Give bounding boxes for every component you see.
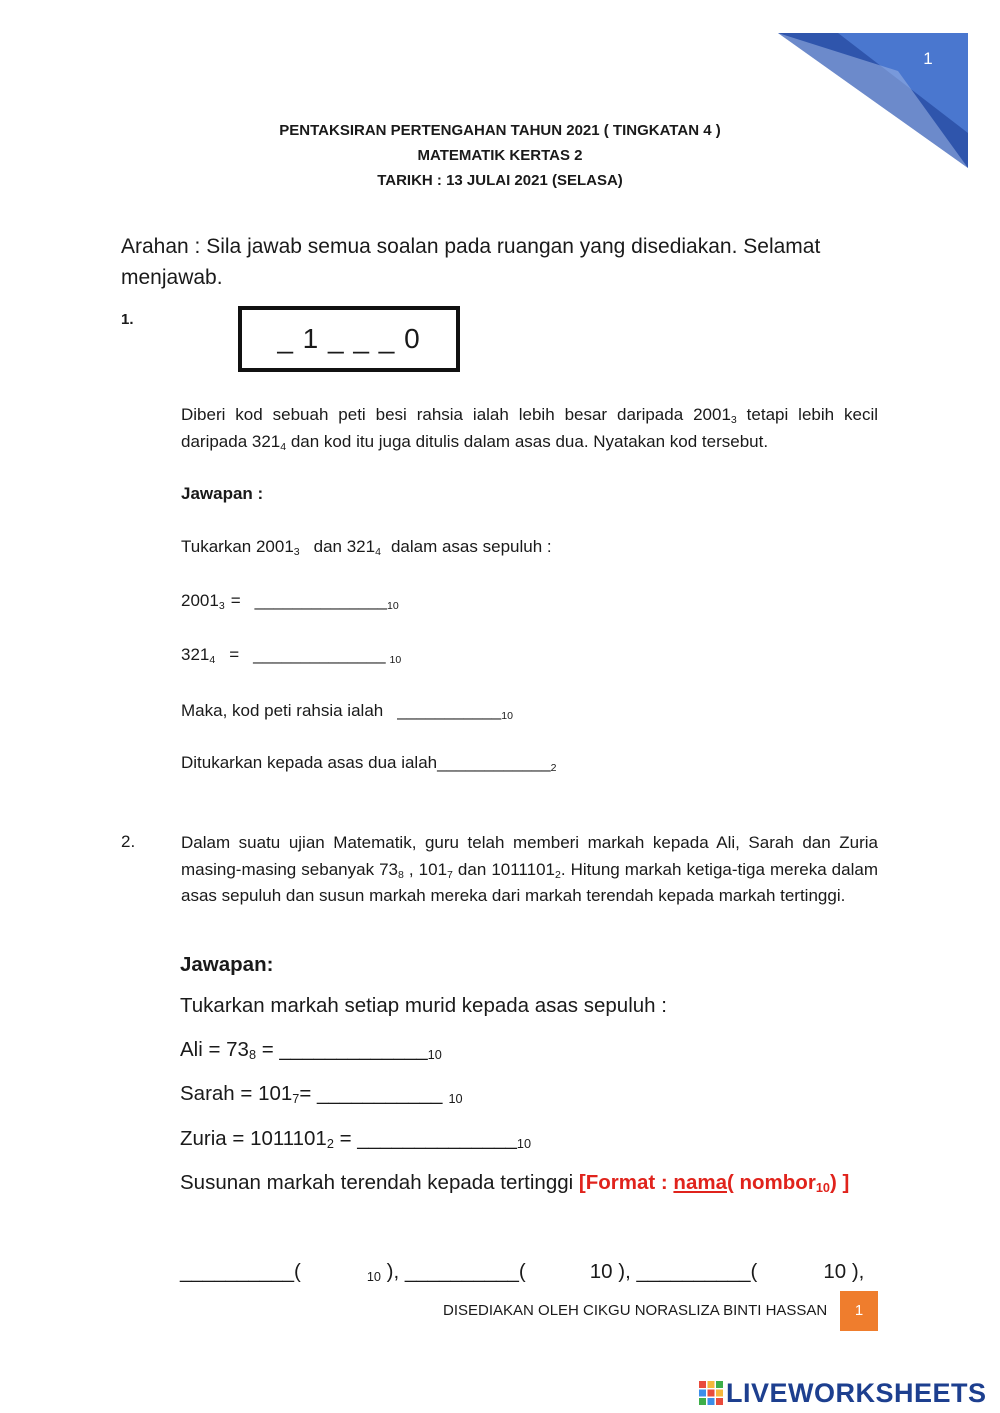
- answer-blank-zuria[interactable]: ______________: [357, 1127, 517, 1150]
- header-line-3: TARIKH : 13 JULAI 2021 (SELASA): [377, 172, 623, 189]
- answer-number-3[interactable]: 10: [823, 1260, 847, 1283]
- instruction-line-2: menjawab.: [121, 266, 223, 289]
- q2-susunan-line: Susunan markah terendah kepada tertinggi [Format : nama( nombor$_{10}$) ]: [180, 1171, 850, 1195]
- answer-number-2[interactable]: 10: [589, 1260, 613, 1283]
- answer-blank-base-2[interactable]: ____________: [437, 753, 551, 772]
- liveworksheets-watermark: [698, 1378, 987, 1408]
- question-1-text: Diberi kod sebuah peti besi rahsia ialah lebih besar daripada $2001_3$ tetapi lebih kecil daripada $321_4$ dan kod itu juga ditulis dalam asas dua. Nyatakan kod tersebut.: [181, 405, 878, 453]
- q2-line-ali: Ali = $73_8$ = $\_\_\_\_\_\_\_\_\_\_\_\_\__{10}$: [180, 1038, 442, 1062]
- answer-blank-2001[interactable]: ______________: [254, 591, 387, 610]
- page-number: 1: [923, 49, 933, 68]
- answer-blank-321[interactable]: ______________: [253, 645, 386, 664]
- answer-name-3[interactable]: __________: [636, 1260, 751, 1283]
- answer-blank-sarah[interactable]: ___________: [317, 1082, 443, 1105]
- question-1-number: 1.: [121, 311, 134, 328]
- q1-line-321: $321_4$ = ______________ $_{10}$: [181, 645, 402, 666]
- liveworksheets-text: LIVEWORKSHEETS: [726, 1377, 987, 1408]
- code-box: _ 1 _ _ _ 0: [238, 306, 460, 372]
- answer-number-1[interactable]: 10: [366, 1269, 381, 1284]
- answer-name-1[interactable]: __________: [180, 1260, 295, 1283]
- question-1-jawapan: Jawapan :: [181, 484, 264, 503]
- header-line-2: MATEMATIK KERTAS 2: [417, 147, 583, 164]
- header-line-1: PENTAKSIRAN PERTENGAHAN TAHUN 2021 ( TINGKATAN 4 ): [279, 122, 721, 139]
- footer-page-badge: 1: [840, 1291, 878, 1331]
- footer-author: DISEDIAKAN OLEH CIKGU NORASLIZA BINTI HASSAN: [443, 1302, 828, 1319]
- question-2-jawapan: Jawapan:: [180, 953, 274, 976]
- question-2-number: 2.: [121, 832, 136, 851]
- q2-answer-order-line: __________( $_{10}$ ), __________( 10 ), __________( 10 ),: [180, 1260, 865, 1284]
- instruction-line-1: Arahan : Sila jawab semua soalan pada ruangan yang disediakan. Selamat: [121, 235, 821, 258]
- q1-line-2001: $2001_3$ = $\_\_\_\_\_\_\_\_\_\_\_\_\_\__{10}$: [181, 591, 399, 612]
- q1-line-ditukar: Ditukarkan kepada asas dua $ialah\_\_\_\_\_\_\_\_\_\_\_\__2$: [181, 753, 557, 774]
- q2-line-sarah: Sarah = $101_7=$ ___________ $_{10}$: [180, 1082, 463, 1106]
- q1-convert-line: Tukarkan $2001_3$ dan $321_4$ dalam asas sepuluh :: [181, 537, 552, 558]
- q2-line-zuria: Zuria = $1011101_2$ = $\_\_\_\_\_\_\_\_\_\_\_\_\_\__{10}$: [180, 1127, 532, 1151]
- format-hint: [Format : nama( nombor$_{10}$) ]: [578, 1171, 850, 1195]
- answer-blank-ali[interactable]: _____________: [279, 1038, 428, 1061]
- answer-blank-kod[interactable]: ___________: [397, 701, 502, 720]
- q2-convert-line: Tukarkan markah setiap murid kepada asas sepuluh :: [180, 994, 667, 1017]
- question-2-text: Dalam suatu ujian Matematik, guru telah memberi markah kepada Ali, Sarah dan Zuria masing-masing sebanyak $73_8$ , $101_7$ dan $1011101_2$. Hitung markah ketiga-tiga mereka dalam asas sepuluh dan susun markah mereka dari markah terendah kepada markah tertinggi.: [181, 833, 878, 905]
- q1-line-maka: Maka, kod peti rahsia ialah $\_\_\_\_\_\_\_\_\_\_\__{10}$: [181, 701, 513, 722]
- answer-name-2[interactable]: __________: [404, 1260, 519, 1283]
- liveworksheets-logo-icon: [698, 1380, 724, 1406]
